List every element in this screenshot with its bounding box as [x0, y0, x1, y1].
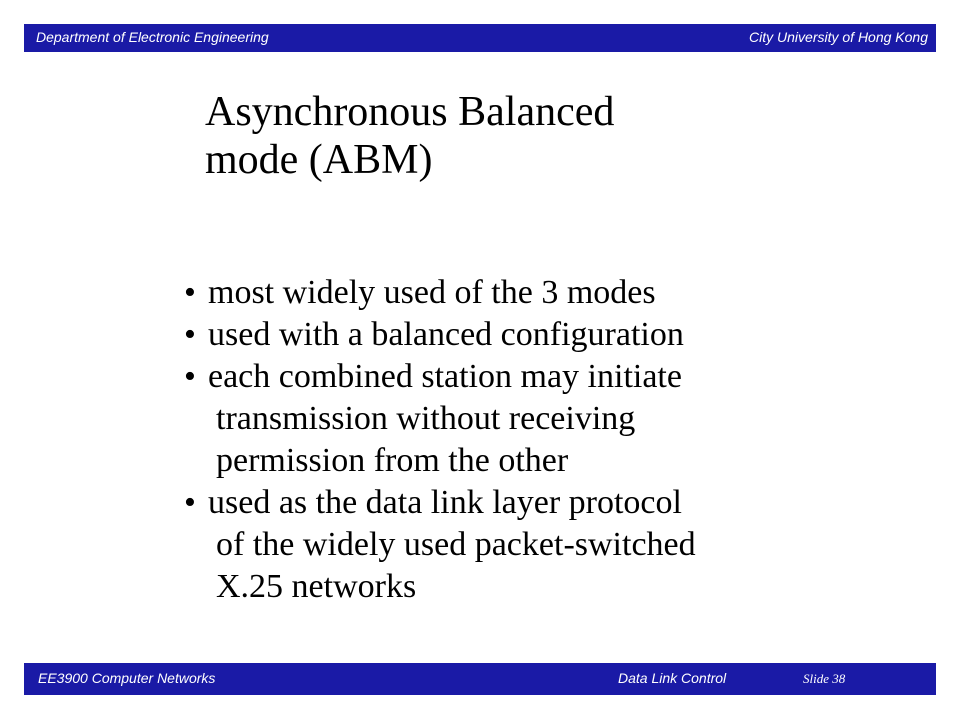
- bullet-icon: •: [184, 358, 196, 395]
- bullet-text: most widely used of the 3 modes: [208, 274, 656, 311]
- topic-label: Data Link Control: [618, 670, 727, 686]
- university-label: City University of Hong Kong: [749, 29, 928, 45]
- bullet-text: each combined station may initiate: [208, 358, 682, 395]
- slide-number: Slide 38: [803, 671, 846, 686]
- footer-bar: [24, 663, 936, 695]
- bullet-text-continuation: of the widely used packet-switched: [216, 526, 696, 563]
- bullet-text-continuation: permission from the other: [216, 442, 569, 479]
- bullet-item-2: [184, 314, 904, 356]
- bullet-item-1: [184, 272, 904, 314]
- bullet-text: used as the data link layer protocol: [208, 484, 682, 521]
- course-label: EE3900 Computer Networks: [38, 670, 216, 686]
- header-bar: [24, 24, 936, 52]
- bullet-icon: •: [184, 484, 196, 521]
- bullet-icon: •: [184, 316, 196, 353]
- slide-title-line-2: mode (ABM): [205, 137, 433, 183]
- bullet-text-continuation: X.25 networks: [216, 568, 417, 605]
- bullet-icon: •: [184, 274, 196, 311]
- slide-title: [205, 88, 805, 184]
- slide-title-line-1: Asynchronous Balanced: [205, 89, 615, 135]
- bullet-item-4: [184, 482, 904, 608]
- department-label: Department of Electronic Engineering: [36, 29, 269, 45]
- bullet-text-continuation: transmission without receiving: [216, 400, 636, 437]
- bullet-text: used with a balanced configuration: [208, 316, 684, 353]
- bullet-item-3: [184, 356, 904, 482]
- bullet-list: [184, 272, 904, 608]
